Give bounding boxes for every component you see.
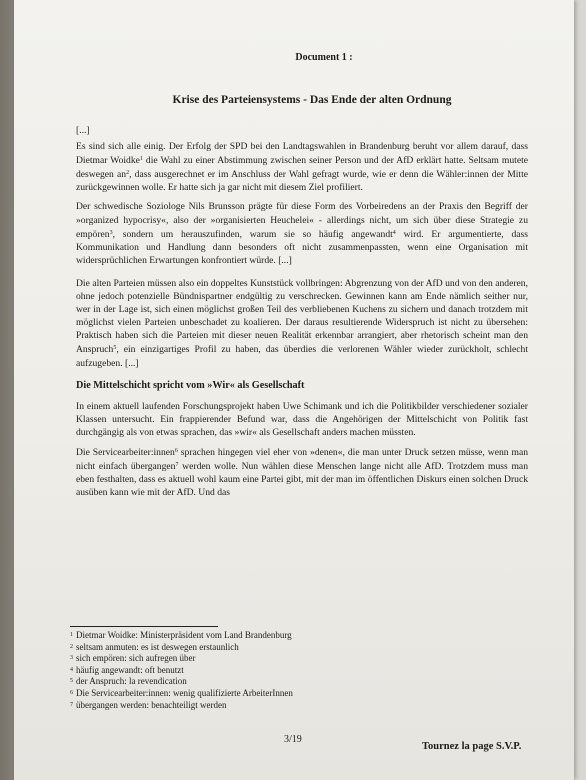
footnote-ref-2: 2 [126,170,130,177]
footnote-text: seltsam anmuten: es ist deswegen erstaunlich [76,641,239,652]
footnote-2 [70,642,293,654]
footnote-text: Dietmar Woidke: Ministerpräsident vom Land Brandenburg [76,630,292,640]
paragraph-1-text-a: Es sind sich alle einig. Der Erfolg der SPD bei den Landtagswahlen in Brandenburg beruht vor allem darauf, dass Dietmar Woidke [76,141,528,167]
turn-page-note: Tournez la page S.V.P. [422,741,522,752]
article-body [76,124,528,505]
footnote-text: sich empören: sich aufregen über [76,653,196,664]
footnote-1 [70,630,293,642]
footnote-text: Die Servicearbeiter:innen: wenig qualifizierte ArbeiterInnen [76,687,293,698]
paragraph-4: In einem aktuell laufenden Forschungsprojekt haben Uwe Schimank und ich die Politikbilder verschiedener sozialer Klassen untersucht. Ein frappierender Befund war, dass die Angehörigen der Mittelschicht von Politik fast durchgängig als von etwas sprachen, das »wir« als Gesellschaft anders machen müssten. [76,400,528,438]
footnote-7 [70,700,293,712]
paragraph-5 [76,445,528,499]
document-label: Document 1 : [295,52,353,63]
footnote-number: 1 [70,632,73,638]
paragraph-5-text-b: sprachen hingegen viel eher von »denen«, die man unter Druck setzen müsse, wenn man nicht einfach übergangen [76,446,528,473]
paragraph-5-text-a: Die Servicearbeiter:innen [76,446,175,458]
footnote-number: 5 [70,678,73,685]
footnote-4 [70,665,293,677]
footnote-6 [70,688,293,700]
footnote-text: übergangen werden: benachteiligt werden [76,699,227,710]
footnote-ref-3: 3 [109,229,113,236]
footnote-number: 6 [70,689,73,696]
paragraph-1 [76,140,528,194]
footnote-text: der Anspruch: la revendication [76,676,187,687]
footnote-ref-4: 4 [392,229,396,236]
footnote-number: 4 [70,666,73,673]
footnote-5 [70,676,293,688]
article-headline: Krise des Parteiensystems - Das Ende der alten Ordnung [172,94,452,106]
footnote-ref-7: 7 [175,462,179,469]
footnote-3 [70,653,293,665]
paragraph-3 [76,277,528,370]
page-number: 3/19 [284,734,302,745]
paragraph-2-text-c: wird. Er argumentierte, dass Kommunikation und Handlung dann besonders oft nicht zusammenpassten, wenn eine Organisation mit widersprüchlichen Erwartungen konfrontiert würde. [...] [76,228,528,266]
paragraph-2-text-a: Der schwedische Soziologe Nils Brunsson prägte für diese Form des Vorbeiredens an der Praxis den Begriff der »organized hypocrisy«, also der »organisierten Heuchelei« - allerdings nicht, um sich über diese Strategie zu empören [76,201,528,240]
document-page [14,0,574,780]
footnotes [70,630,293,711]
paragraph-1-text-b: die Wahl zu einer Abstimmung zwischen seiner Person und der AfD erklärt hatte. Seltsam mutete deswegen an [76,155,528,181]
section-subheading: Die Mittelschicht spricht vom »Wir« als Gesellschaft [76,379,305,391]
footnote-number: 2 [70,643,73,650]
paragraph-3-text-a: Die alten Parteien müssen also ein doppeltes Kunststück vollbringen: Abgrenzung von der AfD und von den anderen, ohne jedoch potenzielle Bündnispartner endgültig zu verschrecken. Gewinnen kann am Ende nämlich seither nur, wer in der Lage ist, sich einen möglichst großen Teil des verbliebenen Kuchens zu sichern und danach trotzdem mit möglichst vielen Parteien unbeschadet zu koalieren. Der daraus resultierende Widerspruch ist nicht zu übersehen: Praktisch haben sich die Parteien mit dieser neuen Realität erkennbar arrangiert, aber rhetorisch scheint man den Anspruch [76,277,528,356]
footnote-ref-5: 5 [113,345,117,352]
footnote-ref-6: 6 [174,447,178,454]
paragraph-5-text-c: werden wolle. Nun wählen diese Menschen lange nicht alle AfD. Trotzdem muss man eben festhalten, dass es aktuell wohl kaum eine Partei gibt, mit der man im öffentlichen Diskurs einen solchen Druck ausüben kann wie mit der AfD. Und das [76,461,528,499]
footnote-ref-1: 1 [139,156,143,163]
paragraph-2 [76,200,528,266]
footnote-number: 3 [70,655,73,662]
footnote-divider [70,626,218,627]
footnote-number: 7 [70,701,73,708]
paragraph-1-text-c: , dass ausgerechnet er im Anschluss der Wahl gefragt wurde, wie er denn die Wähler:innen der Mitte zurückgewinnen wolle. Er hatte sich ja gar nicht mit diesem Ziel profiliert. [76,169,528,194]
paragraph-3-text-b: , ein einzigartiges Profil zu haben, das überdies die verlorenen Wähler wieder zurückholt, schlecht aufzugeben. [...] [76,344,528,369]
footnote-text: häufig angewandt: oft benutzt [76,664,184,675]
paragraph-2-text-b: , sondern um herauszufinden, warum sie so häufig angewandt [112,228,393,240]
ellipsis-marker: [...] [76,125,90,136]
